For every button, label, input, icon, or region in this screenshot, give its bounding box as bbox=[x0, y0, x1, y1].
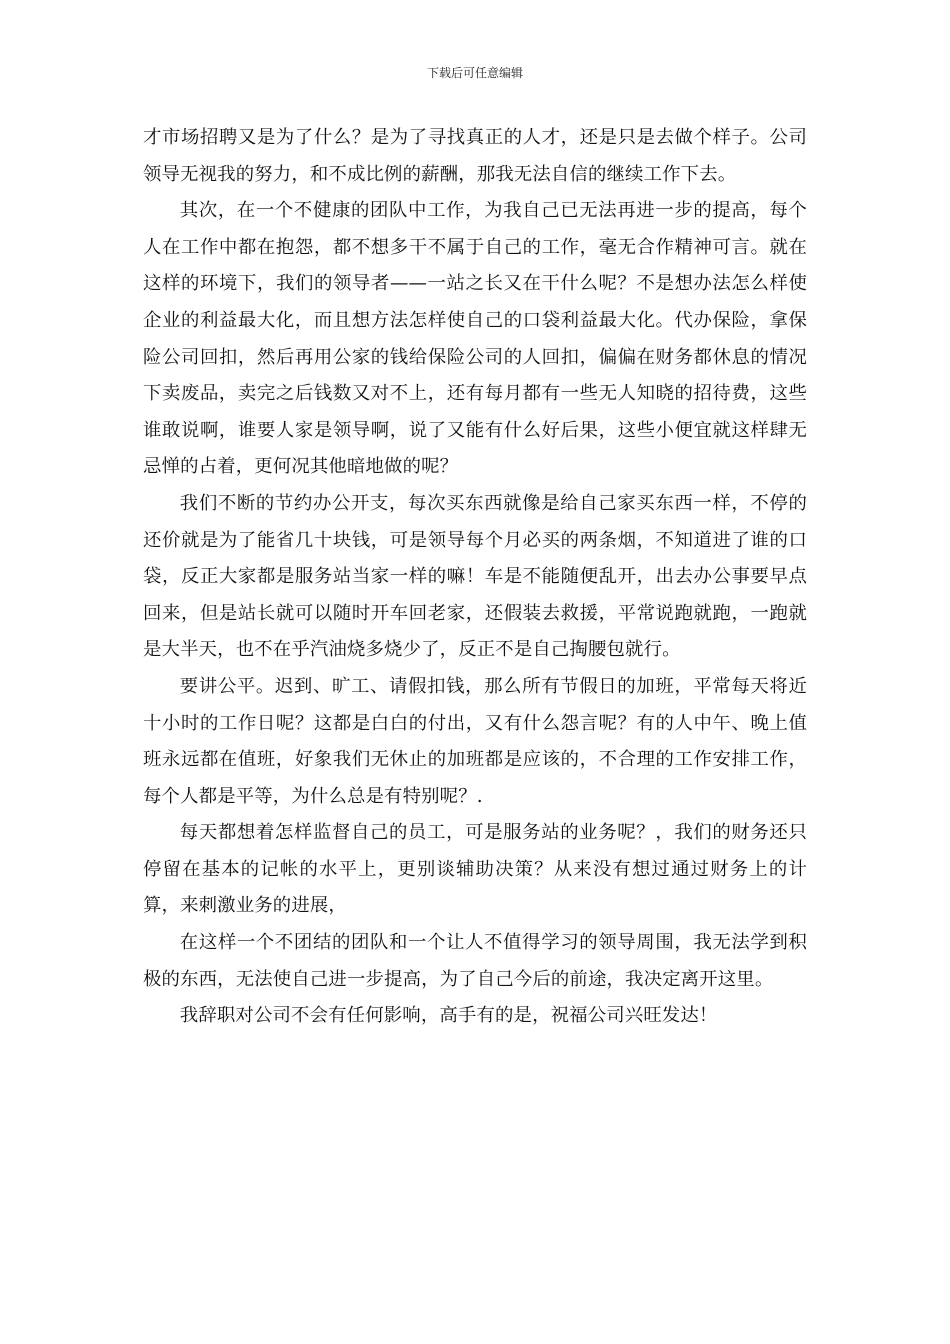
page-header: 下载后可任意编辑 bbox=[426, 66, 523, 80]
document-body bbox=[143, 120, 807, 1035]
paragraph-3: 我们不断的节约办公开支，每次买东西就像是给自己家买东西一样，不停的还价就是为了能省几十块钱，可是领导每个月必买的两条烟，不知道进了谁的口袋，反正大家都是服务站当家一样的嘛！车是不能随便乱开，出去办公事要早点回来，但是站长就可以随时开车回老家，还假装去救援，平常说跑就跑，一跑就是大半天，也不在乎汽油烧多烧少了，反正不是自己掏腰包就行。 bbox=[143, 492, 807, 661]
paragraph-2: 其次，在一个不健康的团队中工作，为我自己已无法再进一步的提高，每个人在工作中都在抱怨，都不想多干不属于自己的工作，毫无合作精神可言。就在这样的环境下，我们的领导者——一站之长又在干什么呢？不是想办法怎么样使企业的利益最大化，而且想方法怎样使自己的口袋利益最大化。代办保险，拿保险公司回扣，然后再用公家的钱给保险公司的人回扣，偏偏在财务都休息的情况下卖废品，卖完之后钱数又对不上，还有每月都有一些无人知晓的招待费，这些谁敢说啊，谁要人家是领导啊，说了又能有什么好后果，这些小便宜就这样肆无忌惮的占着，更何况其他暗地做的呢？ bbox=[143, 200, 807, 478]
paragraph-1: 才市场招聘又是为了什么？是为了寻找真正的人才，还是只是去做个样子。公司领导无视我的努力，和不成比例的薪酬，那我无法自信的继续工作下去。 bbox=[143, 127, 807, 185]
paragraph-5: 每天都想着怎样监督自己的员工，可是服务站的业务呢？，我们的财务还只停留在基本的记帐的水平上，更别谈辅助决策？从来没有想过通过财务上的计算，来刺激业务的进展， bbox=[143, 822, 807, 917]
paragraph-7: 我辞职对公司不会有任何影响，高手有的是，祝福公司兴旺发达！ bbox=[179, 1005, 718, 1027]
paragraph-4: 要讲公平。迟到、旷工、请假扣钱，那么所有节假日的加班，平常每天将近十小时的工作日呢？这都是白白的付出，又有什么怨言呢？有的人中午、晚上值班永远都在值班，好象我们无休止的加班都是应该的，不合理的工作安排工作，每个人都是平等，为什么总是有特别呢？. bbox=[143, 675, 807, 807]
paragraph-6: 在这样一个不团结的团队和一个让人不值得学习的领导周围，我无法学到积极的东西，无法使自己进一步提高，为了自己今后的前途，我决定离开这里。 bbox=[143, 932, 807, 990]
